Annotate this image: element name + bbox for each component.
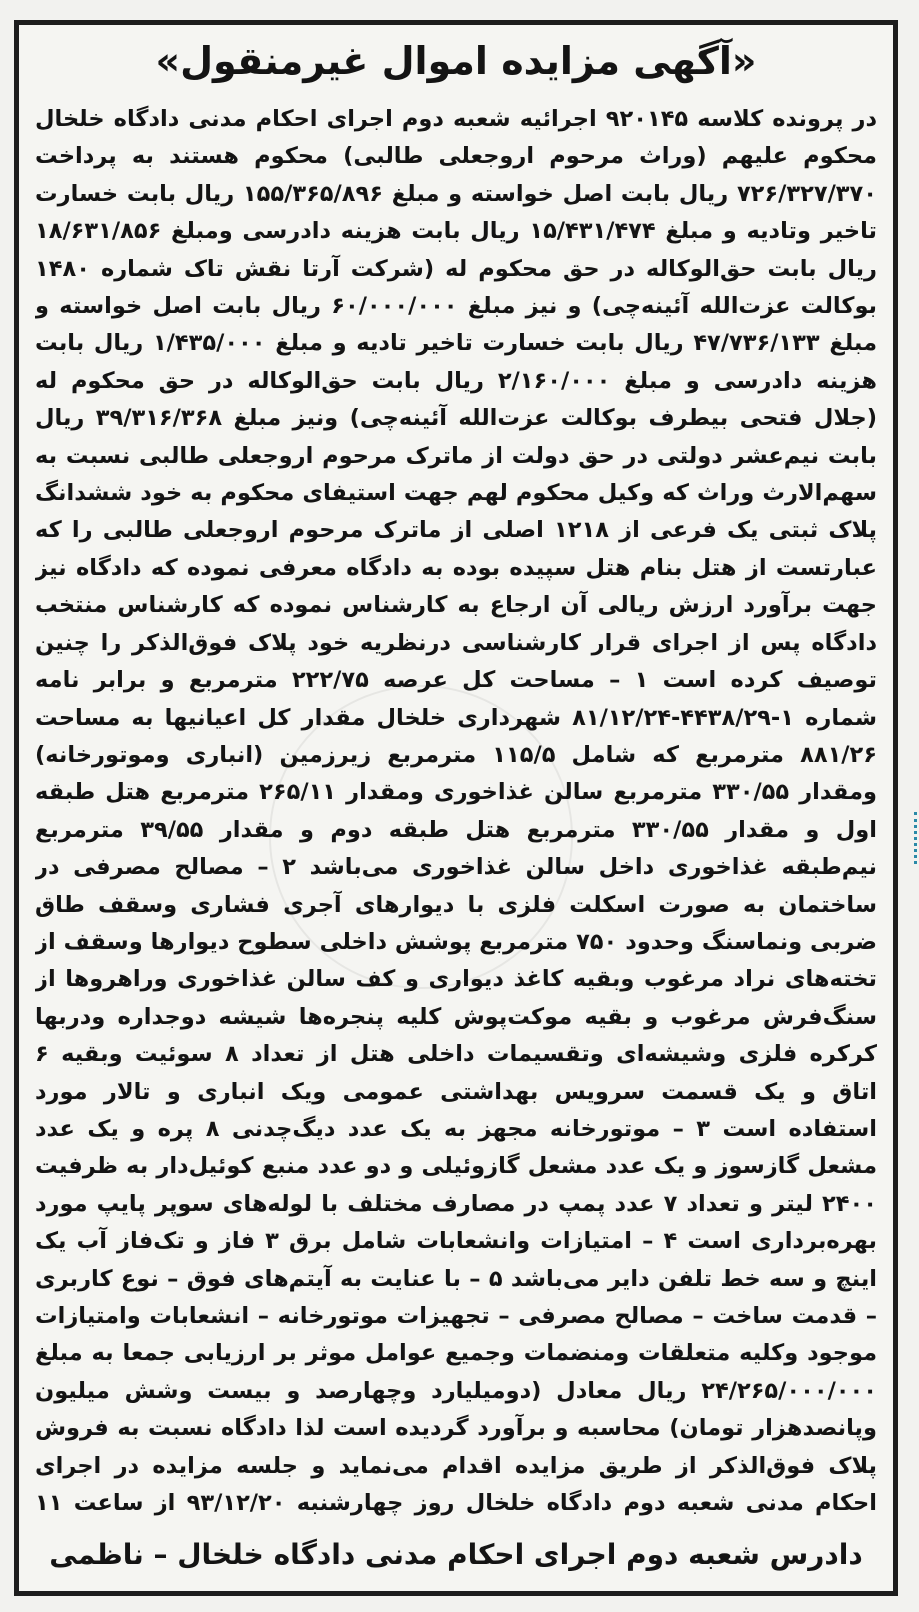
notice-body: در پرونده کلاسه ۹۲۰۱۴۵ اجرائیه شعبه دوم اجرای احکام مدنی دادگاه خلخال محکوم علیهم (وراث مرحوم اروجعلی طالبی) محکوم هستند به پرداخت ۷۲۶/۳۲۷/۳۷۰ ریال بابت اصل خواسته و مبلغ ۱۵۵/۳۶۵/۸۹۶ ریال بابت خسارت تاخیر وتادیه و مبلغ ۱۵/۴۳۱/۴۷۴ ریال بابت هزینه دادرسی ومبلغ ۱۸/۶۳۱/۸۵۶ ریال بابت حق‌الوکاله در حق محکوم له (شرکت آرتا نقش تاک شماره ۱۴۸۰ بوکالت عزت‌الله آئینه‌چی) و نیز مبلغ ۶۰/۰۰۰/۰۰۰ ریال بابت اصل خواسته و مبلغ ۴۷/۷۳۶/۱۳۳ ریال بابت خسارت تاخیر تادیه و مبلغ ۱/۴۳۵/۰۰۰ ریال بابت هزینه دادرسی و مبلغ ۲/۱۶۰/۰۰۰ ریال بابت حق‌الوکاله در حق محکوم له (جلال فتحی بیطرف بوکالت عزت‌الله آئینه‌چی) ونیز مبلغ ۳۹/۳۱۶/۳۶۸ ریال بابت نیم‌عشر دولتی در حق دولت از ماترک مرحوم اروجعلی طالبی نسبت به سهم‌الارث وراث که وکیل محکوم لهم جهت استیفای محکوم به خود ششدانگ پلاک ثبتی یک فرعی از ۱۲۱۸ اصلی از ماترک مرحوم اروجعلی طالبی را که عبارتست از هتل بنام هتل سپیده بوده به دادگاه معرفی نموده که دادگاه نیز جهت برآورد ارزش ریالی آن ارجاع به کارشناس نموده که کارشناس منتخب دادگاه پس از اجرای قرار کارشناسی درنظریه خود پلاک فوق‌الذکر را چنین توصیف کرده است ۱ – مساحت کل عرصه ۲۲۲/۷۵ مترمربع و برابر نامه شماره ۱-۴۴۳۸/۲۹-۸۱/۱۲/۲۴ شهرداری خلخال مقدار کل اعیانیها به مساحت ۸۸۱/۲۶ مترمربع که شامل ۱۱۵/۵ مترمربع زیرزمین (انباری وموتورخانه) ومقدار ۳۳۰/۵۵ مترمربع سالن غذاخوری ومقدار ۲۶۵/۱۱ مترمربع هتل طبقه اول و مقدار ۳۳۰/۵۵ مترمربع هتل طبقه دوم و مقدار ۳۹/۵۵ مترمربع نیم‌طبقه غذاخوری داخل سالن غذاخوری می‌باشد ۲ – مصالح مصرفی در ساختمان به صورت اسکلت فلزی با دیوارهای آجری فشاری وسقف طاق ضربی ونماسنگ وحدود ۷۵۰ مترمربع پوشش داخلی سطوح دیوارها وسقف از تخته‌های نراد مرغوب وبقیه کاغذ دیواری و کف سالن غذاخوری وراهروها از سنگ‌فرش مرغوب و بقیه موکت‌پوش کلیه پنجره‌ها شیشه دوجداره ودربها کرکره فلزی وشیشه‌ای وتقسیمات داخلی هتل از تعداد ۸ سوئیت وبقیه ۶ اتاق و یک قسمت سرویس بهداشتی عمومی ویک انباری و تالار مورد استفاده است ۳ – موتورخانه مجهز به یک عدد دیگ‌چدنی ۸ پره و یک عدد مشعل گازسوز و یک عدد مشعل گازوئیلی و دو عدد منبع کوئیل‌دار به ظرفیت ۲۴۰۰ لیتر و تعداد ۷ عدد پمپ در مصارف مختلف با لوله‌های سوپر پایپ مورد بهره‌برداری است ۴ – امتیازات وانشعابات شامل برق ۳ فاز و تک‌فاز آب یک اینچ و سه خط تلفن دایر می‌باشد ۵ – با عنایت به آیتم‌های فوق – نوع کاربری – قدمت ساخت – مصالح مصرفی – تجهیزات موتورخانه – انشعابات وامتیازات موجود وکلیه متعلقات ومنضمات وجمیع عوامل موثر بر ارزیابی جمعا به مبلغ ۲۴/۲۶۵/۰۰۰/۰۰۰ ریال معادل (دومیلیارد وچهارصد و بیست وشش میلیون وپانصدهزار تومان) محاسبه و برآورد گردیده است لذا دادگاه نسبت به فروش پلاک فوق‌الذکر از طریق مزایده اقدام می‌نماید و جلسه مزایده در اجرای احکام مدنی شعبه دوم دادگاه خلخال روز چهارشنبه ۹۳/۱۲/۲۰ از ساعت ۱۱ (35, 106, 877, 1517)
notice-signature: دادرس شعبه دوم اجرای احکام مدنی دادگاه خلخال – ناظمی (49, 1538, 863, 1571)
notice-title: «آگهی مزایده اموال غیرمنقول» (155, 39, 757, 83)
notice-frame (14, 20, 898, 1596)
edge-marker (908, 812, 917, 864)
